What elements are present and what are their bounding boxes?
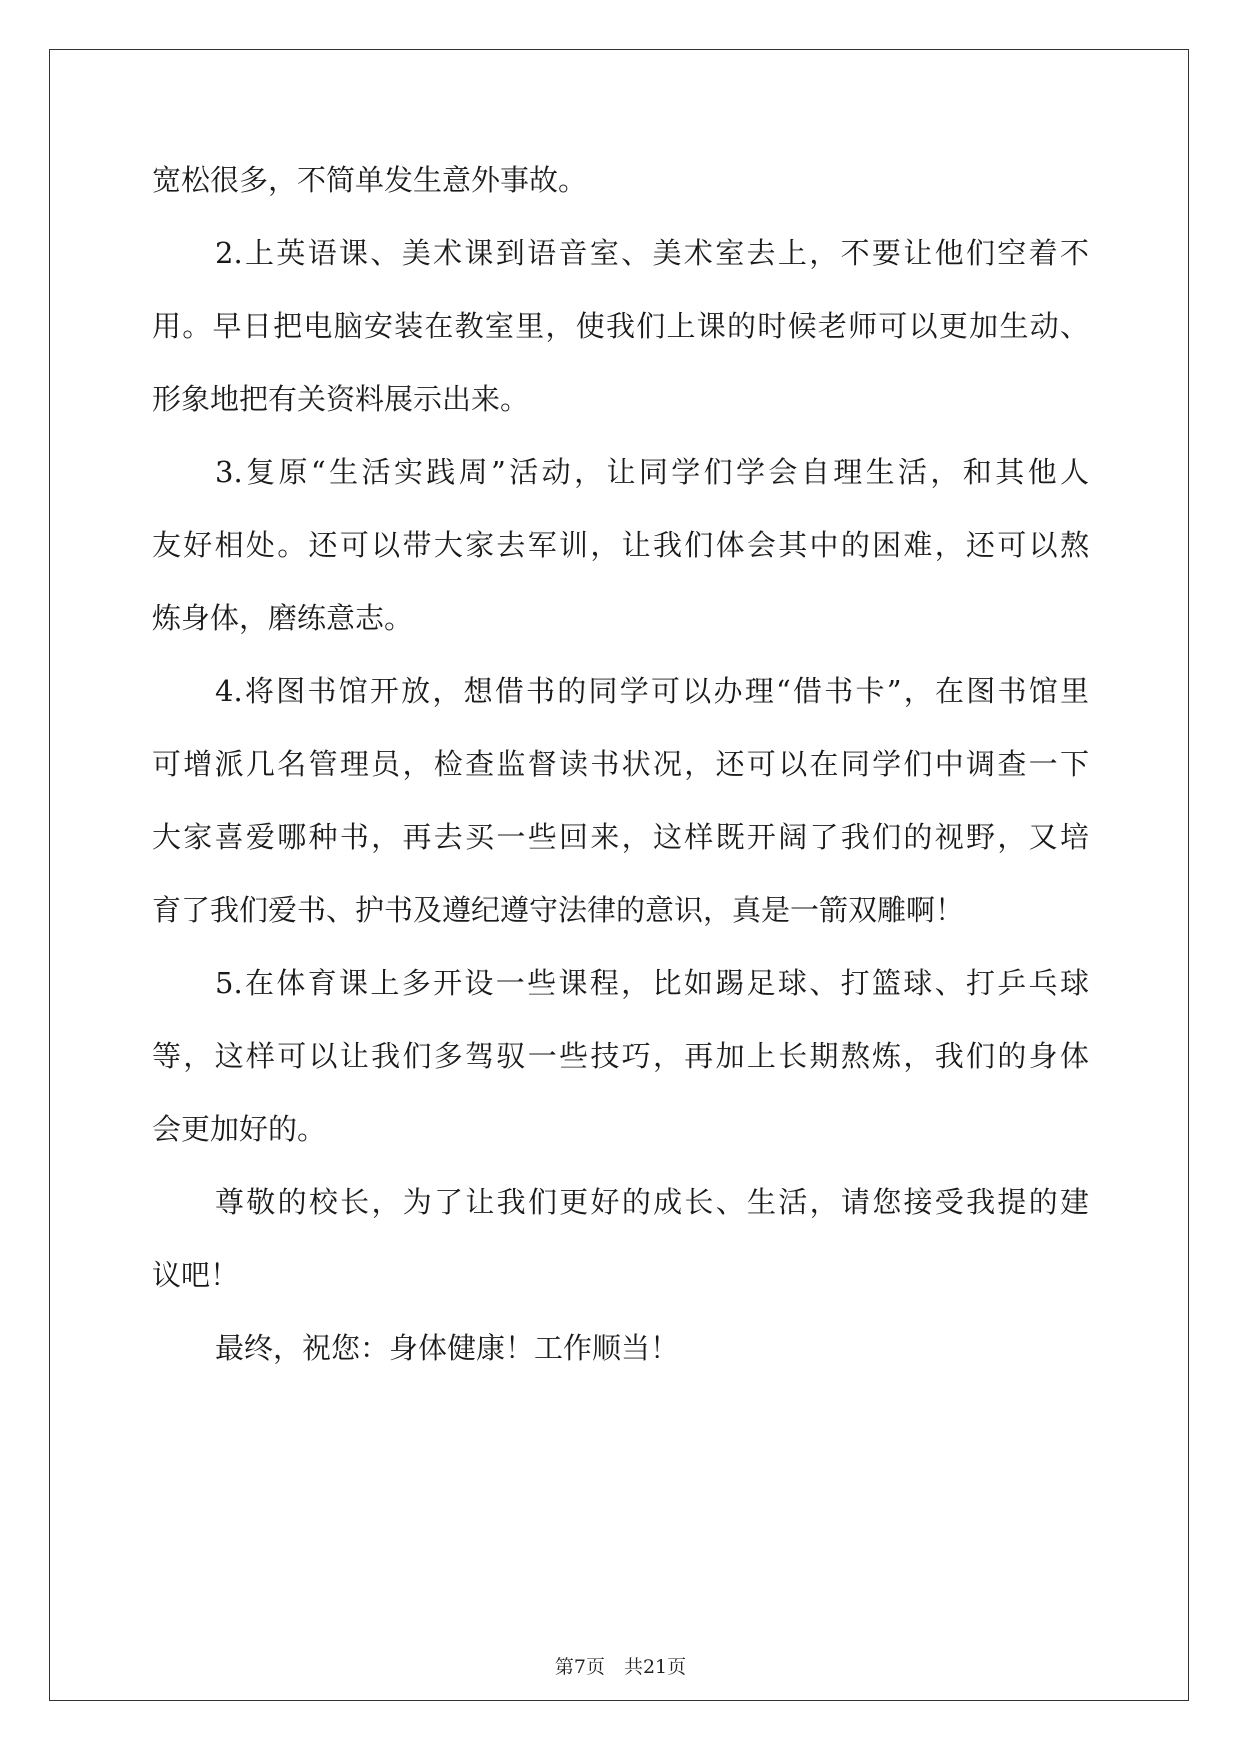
blessing-line: 最终，祝您：身体健康！工作顺当！ [215, 1331, 680, 1365]
page-border [49, 49, 1189, 1701]
text-line: 炼身体，磨练意志。 [152, 601, 414, 635]
text-line: 可增派几名管理员，检查监督读书状况，还可以在同学们中调查一下 [152, 747, 1089, 781]
text-line: 友好相处。还可以带大家去军训，让我们体会其中的困难，还可以熬 [152, 528, 1089, 562]
text-line: 等，这样可以让我们多驾驭一些技巧，再加上长期熬炼，我们的身体 [152, 1039, 1089, 1073]
text-line: 育了我们爱书、护书及遵纪遵守法律的意识，真是一箭双雕啊！ [152, 893, 965, 927]
paragraph-4-line: 4.将图书馆开放，想借书的同学可以办理“借书卡”，在图书馆里 [215, 674, 1089, 708]
text-line: 会更加好的。 [152, 1112, 327, 1146]
paragraph-2-line: 2.上英语课、美术课到语音室、美术室去上，不要让他们空着不 [215, 236, 1089, 270]
text-line: 议吧！ [152, 1258, 240, 1292]
closing-paragraph-line: 尊敬的校长，为了让我们更好的成长、生活，请您接受我提的建 [215, 1185, 1089, 1219]
page-number: 第7页 共21页 [554, 1656, 687, 1678]
paragraph-5-line: 5.在体育课上多开设一些课程，比如踢足球、打篮球、打乒乓球 [215, 966, 1089, 1000]
text-line: 大家喜爱哪种书，再去买一些回来，这样既开阔了我们的视野，又培 [152, 820, 1089, 854]
paragraph-3-line: 3.复原“生活实践周”活动，让同学们学会自理生活，和其他人 [215, 455, 1089, 489]
text-line: 形象地把有关资料展示出来。 [152, 382, 530, 416]
text-line: 用。早日把电脑安装在教室里，使我们上课的时候老师可以更加生动、 [152, 309, 1089, 343]
text-line: 宽松很多，不简单发生意外事故。 [152, 163, 588, 197]
